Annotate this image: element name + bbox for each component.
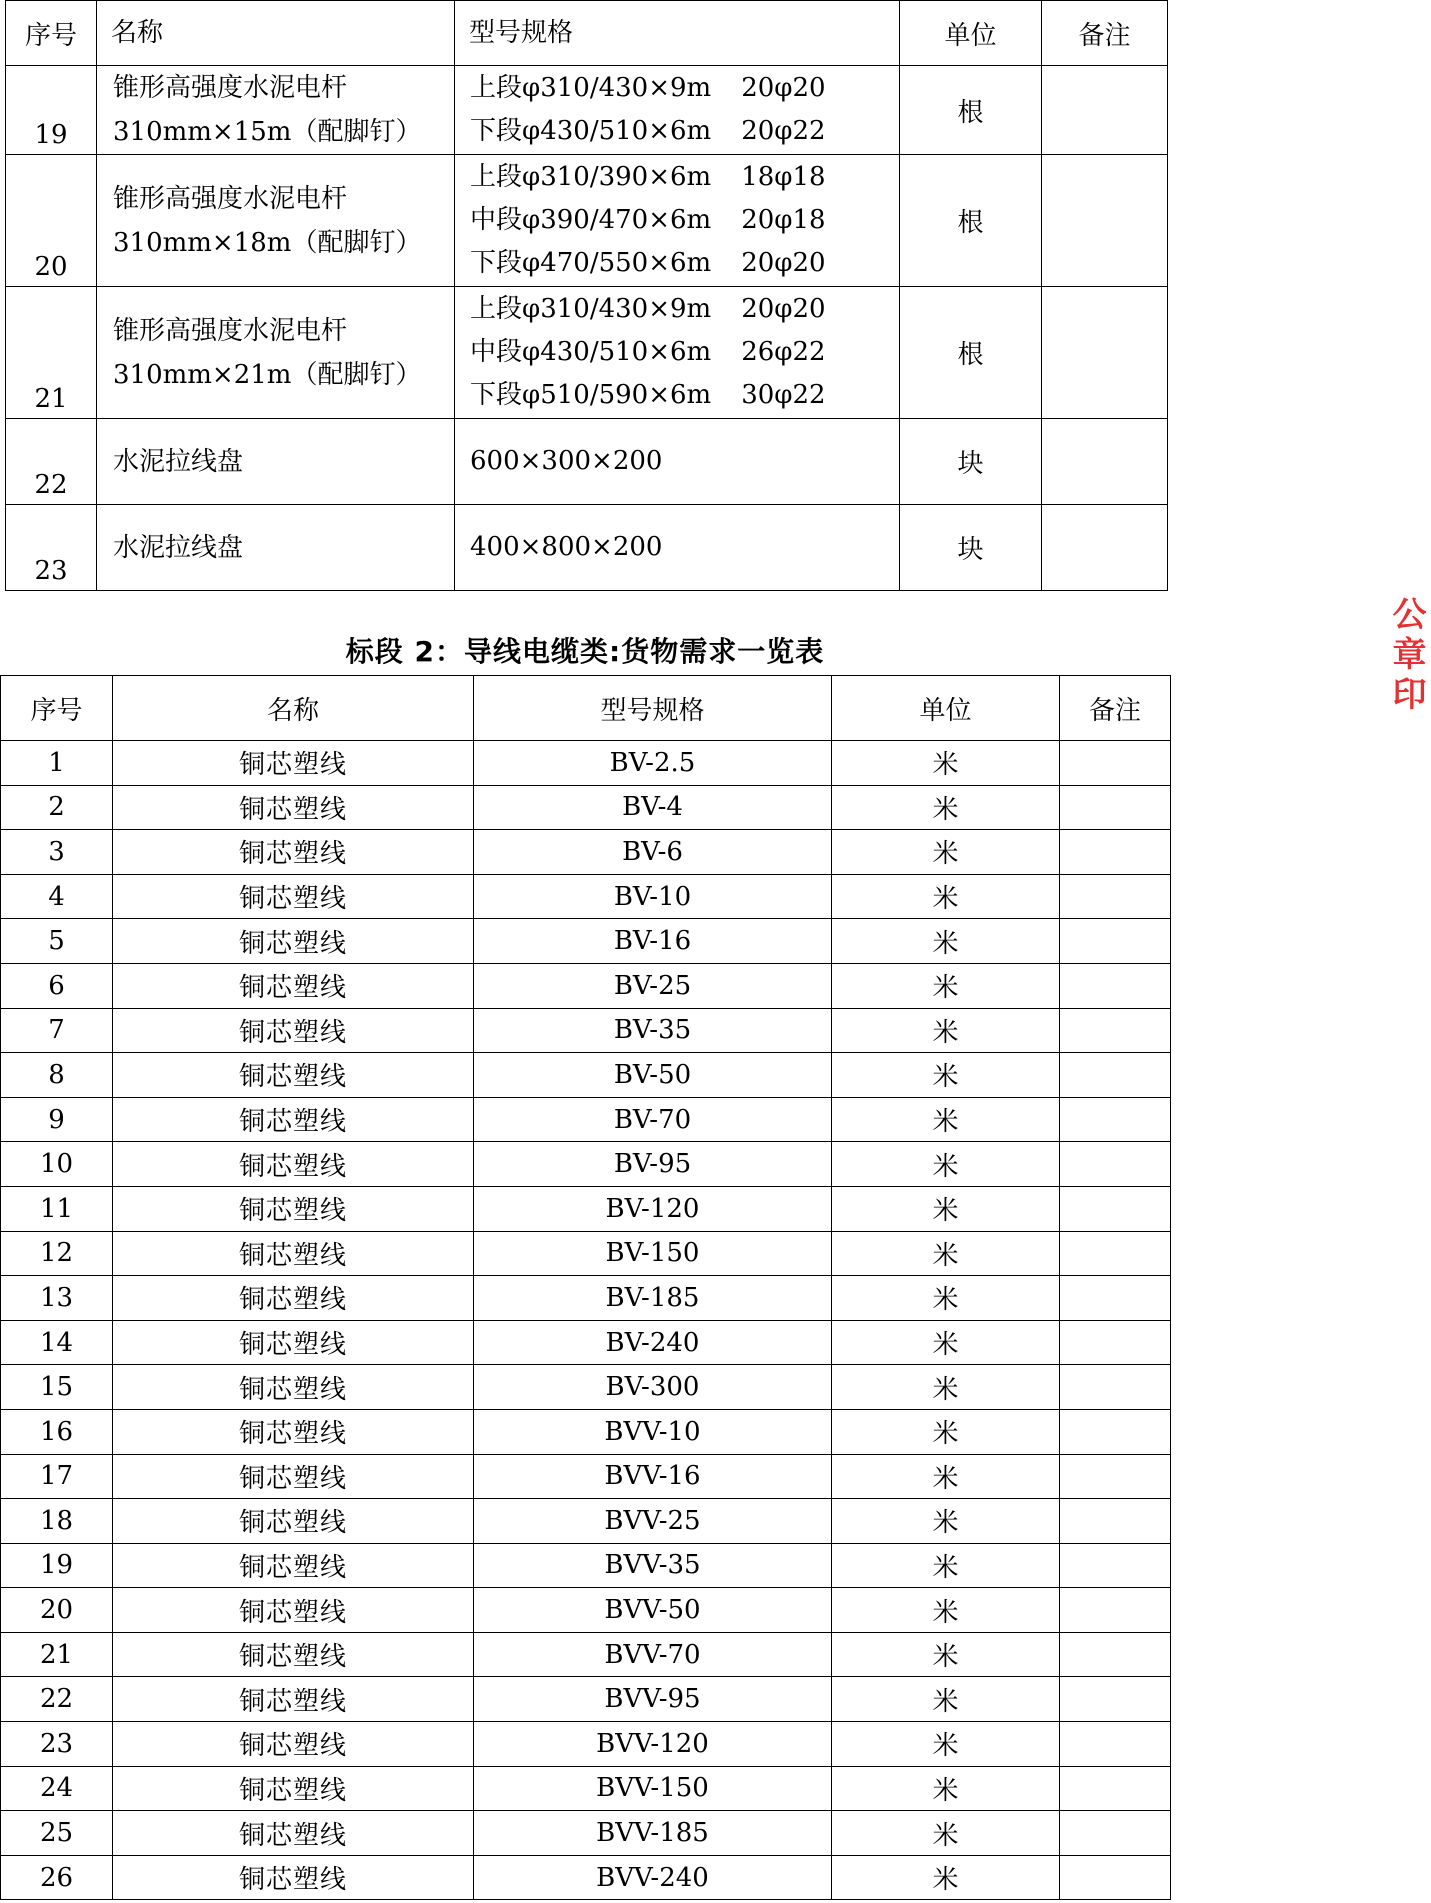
- cell-unit: 米: [832, 1097, 1060, 1142]
- cell-unit: 米: [832, 1722, 1060, 1767]
- spec-line: [470, 199, 899, 242]
- table-row: [1, 1186, 1171, 1231]
- cell-spec: BV-35: [474, 1008, 832, 1053]
- spec-section: 上段φ310/390×6m: [470, 162, 712, 192]
- cell-seq: 18: [1, 1499, 113, 1544]
- cell-name: 铜芯塑线: [113, 1766, 474, 1811]
- cell-unit: 米: [832, 919, 1060, 964]
- spec-line: [470, 331, 899, 374]
- table-row: [6, 505, 1168, 591]
- spec-section: 下段φ510/590×6m: [470, 380, 712, 410]
- cell-name: [97, 287, 455, 419]
- cell-name: 铜芯塑线: [113, 1677, 474, 1722]
- table-row: [1, 785, 1171, 830]
- cell-note: [1060, 1008, 1171, 1053]
- cell-seq: 21: [6, 287, 97, 419]
- cell-note: [1060, 1186, 1171, 1231]
- cell-unit: 米: [832, 1365, 1060, 1410]
- table-row: [1, 1320, 1171, 1365]
- spec-section: 下段φ430/510×6m: [470, 116, 712, 146]
- cell-seq: 23: [6, 505, 97, 591]
- cell-spec: BV-120: [474, 1186, 832, 1231]
- cell-seq: 1: [1, 741, 113, 786]
- cell-seq: 9: [1, 1097, 113, 1142]
- cell-spec: [455, 419, 900, 505]
- cell-spec: BV-150: [474, 1231, 832, 1276]
- cell-name: 铜芯塑线: [113, 1632, 474, 1677]
- cell-spec: [455, 505, 900, 591]
- cell-spec: BVV-185: [474, 1811, 832, 1856]
- header-note: 备注: [1060, 676, 1171, 741]
- spec-section: 上段φ310/430×9m: [470, 73, 712, 103]
- stamp-text: 公章印: [1386, 596, 1426, 716]
- cell-unit: 米: [832, 1008, 1060, 1053]
- cell-name: 铜芯塑线: [113, 1365, 474, 1410]
- spec-rebar: 20φ20: [741, 248, 826, 278]
- cell-unit: 米: [832, 1766, 1060, 1811]
- cell-note: [1060, 1320, 1171, 1365]
- cell-note: [1060, 1409, 1171, 1454]
- cell-unit: 米: [832, 874, 1060, 919]
- cell-spec: BV-25: [474, 963, 832, 1008]
- cell-spec: BV-70: [474, 1097, 832, 1142]
- table-row: [1, 1811, 1171, 1856]
- cell-note: [1060, 1365, 1171, 1410]
- cell-note: [1060, 1766, 1171, 1811]
- cell-unit: 米: [832, 1231, 1060, 1276]
- name-line: 310mm×15m（配脚钉）: [113, 117, 422, 147]
- cell-unit: 根: [900, 287, 1042, 419]
- cell-unit: 块: [900, 505, 1042, 591]
- cell-note: [1060, 1543, 1171, 1588]
- cell-seq: 6: [1, 963, 113, 1008]
- cell-seq: 26: [1, 1855, 113, 1900]
- cell-name: 铜芯塑线: [113, 785, 474, 830]
- cell-unit: 米: [832, 1276, 1060, 1321]
- table-row: [1, 1499, 1171, 1544]
- cell-seq: 14: [1, 1320, 113, 1365]
- spec-section: 中段φ390/470×6m: [470, 205, 712, 235]
- cell-note: [1060, 1142, 1171, 1187]
- cell-seq: 7: [1, 1008, 113, 1053]
- cell-unit: 米: [832, 963, 1060, 1008]
- cell-unit: 米: [832, 1499, 1060, 1544]
- cell-seq: 20: [6, 155, 97, 287]
- cell-note: [1060, 1231, 1171, 1276]
- cell-unit: 根: [900, 155, 1042, 287]
- cell-unit: 米: [832, 1855, 1060, 1900]
- red-stamp-seal: [1384, 596, 1426, 868]
- cell-note: [1042, 155, 1168, 287]
- cell-note: [1060, 963, 1171, 1008]
- name-line: 锥形高强度水泥电杆: [113, 315, 348, 346]
- goods-table-2: [0, 675, 1171, 1900]
- cell-name: 铜芯塑线: [113, 1231, 474, 1276]
- spec-rebar: 20φ22: [741, 116, 826, 146]
- cell-note: [1060, 1588, 1171, 1633]
- cell-name: 铜芯塑线: [113, 963, 474, 1008]
- cell-unit: 米: [832, 1588, 1060, 1633]
- cell-name: 铜芯塑线: [113, 1588, 474, 1633]
- cell-spec: BV-4: [474, 785, 832, 830]
- table-row: [1, 1097, 1171, 1142]
- table-header-row: [6, 1, 1168, 66]
- table-row: [1, 1722, 1171, 1767]
- cell-name: 铜芯塑线: [113, 1409, 474, 1454]
- cell-name: 铜芯塑线: [113, 1722, 474, 1767]
- cell-spec: BV-300: [474, 1365, 832, 1410]
- cell-seq: 5: [1, 919, 113, 964]
- cell-spec: BVV-95: [474, 1677, 832, 1722]
- table-row: [1, 1454, 1171, 1499]
- spec-rebar: 30φ22: [741, 380, 826, 410]
- table-row: [1, 830, 1171, 875]
- cell-spec: BVV-16: [474, 1454, 832, 1499]
- cell-spec: BVV-120: [474, 1722, 832, 1767]
- table-row: [1, 1588, 1171, 1633]
- spec-line: [470, 440, 899, 483]
- cell-spec: BVV-240: [474, 1855, 832, 1900]
- cell-name: 铜芯塑线: [113, 1543, 474, 1588]
- cell-name: 铜芯塑线: [113, 1855, 474, 1900]
- cell-unit: 米: [832, 1454, 1060, 1499]
- table-row: [1, 874, 1171, 919]
- cell-unit: 米: [832, 1320, 1060, 1365]
- cell-seq: 24: [1, 1766, 113, 1811]
- table-row: [1, 1053, 1171, 1098]
- cell-note: [1060, 1632, 1171, 1677]
- cell-spec: BVV-50: [474, 1588, 832, 1633]
- cell-seq: 10: [1, 1142, 113, 1187]
- cell-unit: 米: [832, 1543, 1060, 1588]
- spec-section: 中段φ430/510×6m: [470, 337, 712, 367]
- table-row: [1, 1855, 1171, 1900]
- cell-unit: 米: [832, 830, 1060, 875]
- cell-note: [1060, 1677, 1171, 1722]
- table-row: [1, 1365, 1171, 1410]
- name-line: 水泥拉线盘: [113, 446, 244, 477]
- cell-seq: 3: [1, 830, 113, 875]
- cell-seq: 19: [1, 1543, 113, 1588]
- table-row: [1, 1766, 1171, 1811]
- cell-name: 铜芯塑线: [113, 874, 474, 919]
- spec-section: 400×800×200: [470, 532, 663, 562]
- cell-name: 铜芯塑线: [113, 1811, 474, 1856]
- cell-seq: 4: [1, 874, 113, 919]
- table-row: [1, 1008, 1171, 1053]
- cell-name: 铜芯塑线: [113, 1276, 474, 1321]
- table-row: [6, 155, 1168, 287]
- cell-unit: 米: [832, 1677, 1060, 1722]
- cell-spec: BVV-150: [474, 1766, 832, 1811]
- header-spec: 型号规格: [474, 676, 832, 741]
- header-unit: 单位: [900, 1, 1042, 66]
- cell-spec: BV-185: [474, 1276, 832, 1321]
- goods-table-1: [5, 0, 1168, 591]
- cell-spec: BVV-35: [474, 1543, 832, 1588]
- cell-spec: BVV-70: [474, 1632, 832, 1677]
- cell-name: 铜芯塑线: [113, 830, 474, 875]
- name-line: 310mm×18m（配脚钉）: [113, 227, 422, 258]
- table-row: [1, 1276, 1171, 1321]
- cell-note: [1060, 874, 1171, 919]
- table-row: [1, 1677, 1171, 1722]
- table-header-row: [1, 676, 1171, 741]
- header-spec: 型号规格: [455, 1, 900, 66]
- spec-rebar: 20φ20: [741, 73, 826, 103]
- table-row: [1, 1543, 1171, 1588]
- spec-line: [470, 242, 899, 285]
- cell-spec: BV-240: [474, 1320, 832, 1365]
- cell-name: 铜芯塑线: [113, 1053, 474, 1098]
- spec-line: [470, 67, 899, 110]
- spec-line: [470, 288, 899, 331]
- header-unit: 单位: [832, 676, 1060, 741]
- cell-name: 铜芯塑线: [113, 1454, 474, 1499]
- header-note: 备注: [1042, 1, 1168, 66]
- cell-name: [97, 66, 455, 155]
- cell-unit: 米: [832, 1409, 1060, 1454]
- cell-unit: 根: [900, 66, 1042, 155]
- cell-name: 铜芯塑线: [113, 741, 474, 786]
- cell-seq: 22: [1, 1677, 113, 1722]
- cell-seq: 19: [6, 66, 97, 155]
- cell-name: 铜芯塑线: [113, 919, 474, 964]
- cell-spec: BVV-25: [474, 1499, 832, 1544]
- cell-unit: 米: [832, 785, 1060, 830]
- cell-note: [1060, 830, 1171, 875]
- cell-seq: 22: [6, 419, 97, 505]
- cell-seq: 15: [1, 1365, 113, 1410]
- cell-seq: 8: [1, 1053, 113, 1098]
- cell-name: [97, 505, 455, 591]
- name-line: 水泥拉线盘: [113, 532, 244, 563]
- spec-rebar: 20φ20: [741, 294, 826, 324]
- cell-seq: 13: [1, 1276, 113, 1321]
- cell-spec: BV-6: [474, 830, 832, 875]
- table-row: [1, 741, 1171, 786]
- table-row: [1, 1142, 1171, 1187]
- section-2-title: 标段 2：导线电缆类:货物需求一览表: [345, 635, 825, 668]
- spec-section: 下段φ470/550×6m: [470, 248, 712, 278]
- spec-line: [470, 374, 899, 417]
- cell-unit: 米: [832, 1186, 1060, 1231]
- header-seq: 序号: [1, 676, 113, 741]
- cell-note: [1060, 919, 1171, 964]
- cell-seq: 16: [1, 1409, 113, 1454]
- cell-note: [1042, 419, 1168, 505]
- cell-unit: 米: [832, 741, 1060, 786]
- spec-section: 上段φ310/430×9m: [470, 294, 712, 324]
- cell-note: [1060, 1499, 1171, 1544]
- cell-spec: BVV-10: [474, 1409, 832, 1454]
- cell-seq: 20: [1, 1588, 113, 1633]
- cell-spec: [455, 287, 900, 419]
- cell-name: 铜芯塑线: [113, 1186, 474, 1231]
- cell-seq: 12: [1, 1231, 113, 1276]
- cell-spec: [455, 155, 900, 287]
- header-name: 名称: [113, 676, 474, 741]
- spec-rebar: 20φ18: [741, 205, 826, 235]
- table-row: [1, 963, 1171, 1008]
- cell-name: [97, 155, 455, 287]
- spec-section: 600×300×200: [470, 446, 663, 476]
- cell-name: 铜芯塑线: [113, 1142, 474, 1187]
- cell-note: [1042, 287, 1168, 419]
- spec-rebar: 18φ18: [741, 162, 826, 192]
- cell-spec: [455, 66, 900, 155]
- cell-spec: BV-10: [474, 874, 832, 919]
- cell-name: [97, 419, 455, 505]
- cell-note: [1060, 1276, 1171, 1321]
- table-row: [6, 287, 1168, 419]
- cell-note: [1060, 785, 1171, 830]
- cell-note: [1060, 1811, 1171, 1856]
- cell-spec: BV-95: [474, 1142, 832, 1187]
- cell-note: [1042, 66, 1168, 155]
- cell-name: 铜芯塑线: [113, 1499, 474, 1544]
- cell-name: 铜芯塑线: [113, 1097, 474, 1142]
- spec-line: [470, 110, 899, 153]
- table-row: [1, 1632, 1171, 1677]
- header-name: 名称: [97, 1, 455, 66]
- name-line: 锥形高强度水泥电杆: [113, 183, 348, 214]
- cell-seq: 23: [1, 1722, 113, 1767]
- cell-note: [1060, 1722, 1171, 1767]
- cell-name: 铜芯塑线: [113, 1008, 474, 1053]
- cell-note: [1042, 505, 1168, 591]
- cell-name: 铜芯塑线: [113, 1320, 474, 1365]
- cell-spec: BV-50: [474, 1053, 832, 1098]
- name-line: 310mm×21m（配脚钉）: [113, 359, 422, 390]
- cell-unit: 米: [832, 1053, 1060, 1098]
- name-line: 锥形高强度水泥电杆: [113, 73, 348, 103]
- cell-seq: 25: [1, 1811, 113, 1856]
- spec-line: [470, 156, 899, 199]
- table-row: [6, 419, 1168, 505]
- table-row: [1, 1409, 1171, 1454]
- header-seq: 序号: [6, 1, 97, 66]
- table-row: [1, 1231, 1171, 1276]
- cell-note: [1060, 1053, 1171, 1098]
- cell-note: [1060, 1097, 1171, 1142]
- cell-seq: 21: [1, 1632, 113, 1677]
- cell-note: [1060, 1855, 1171, 1900]
- cell-note: [1060, 1454, 1171, 1499]
- cell-unit: 米: [832, 1632, 1060, 1677]
- cell-spec: BV-2.5: [474, 741, 832, 786]
- cell-unit: 米: [832, 1142, 1060, 1187]
- cell-unit: 块: [900, 419, 1042, 505]
- cell-note: [1060, 741, 1171, 786]
- cell-spec: BV-16: [474, 919, 832, 964]
- cell-seq: 17: [1, 1454, 113, 1499]
- table-row: [1, 919, 1171, 964]
- spec-rebar: 26φ22: [741, 337, 826, 367]
- cell-seq: 11: [1, 1186, 113, 1231]
- cell-unit: 米: [832, 1811, 1060, 1856]
- table-row: [6, 66, 1168, 155]
- spec-line: [470, 526, 899, 569]
- cell-seq: 2: [1, 785, 113, 830]
